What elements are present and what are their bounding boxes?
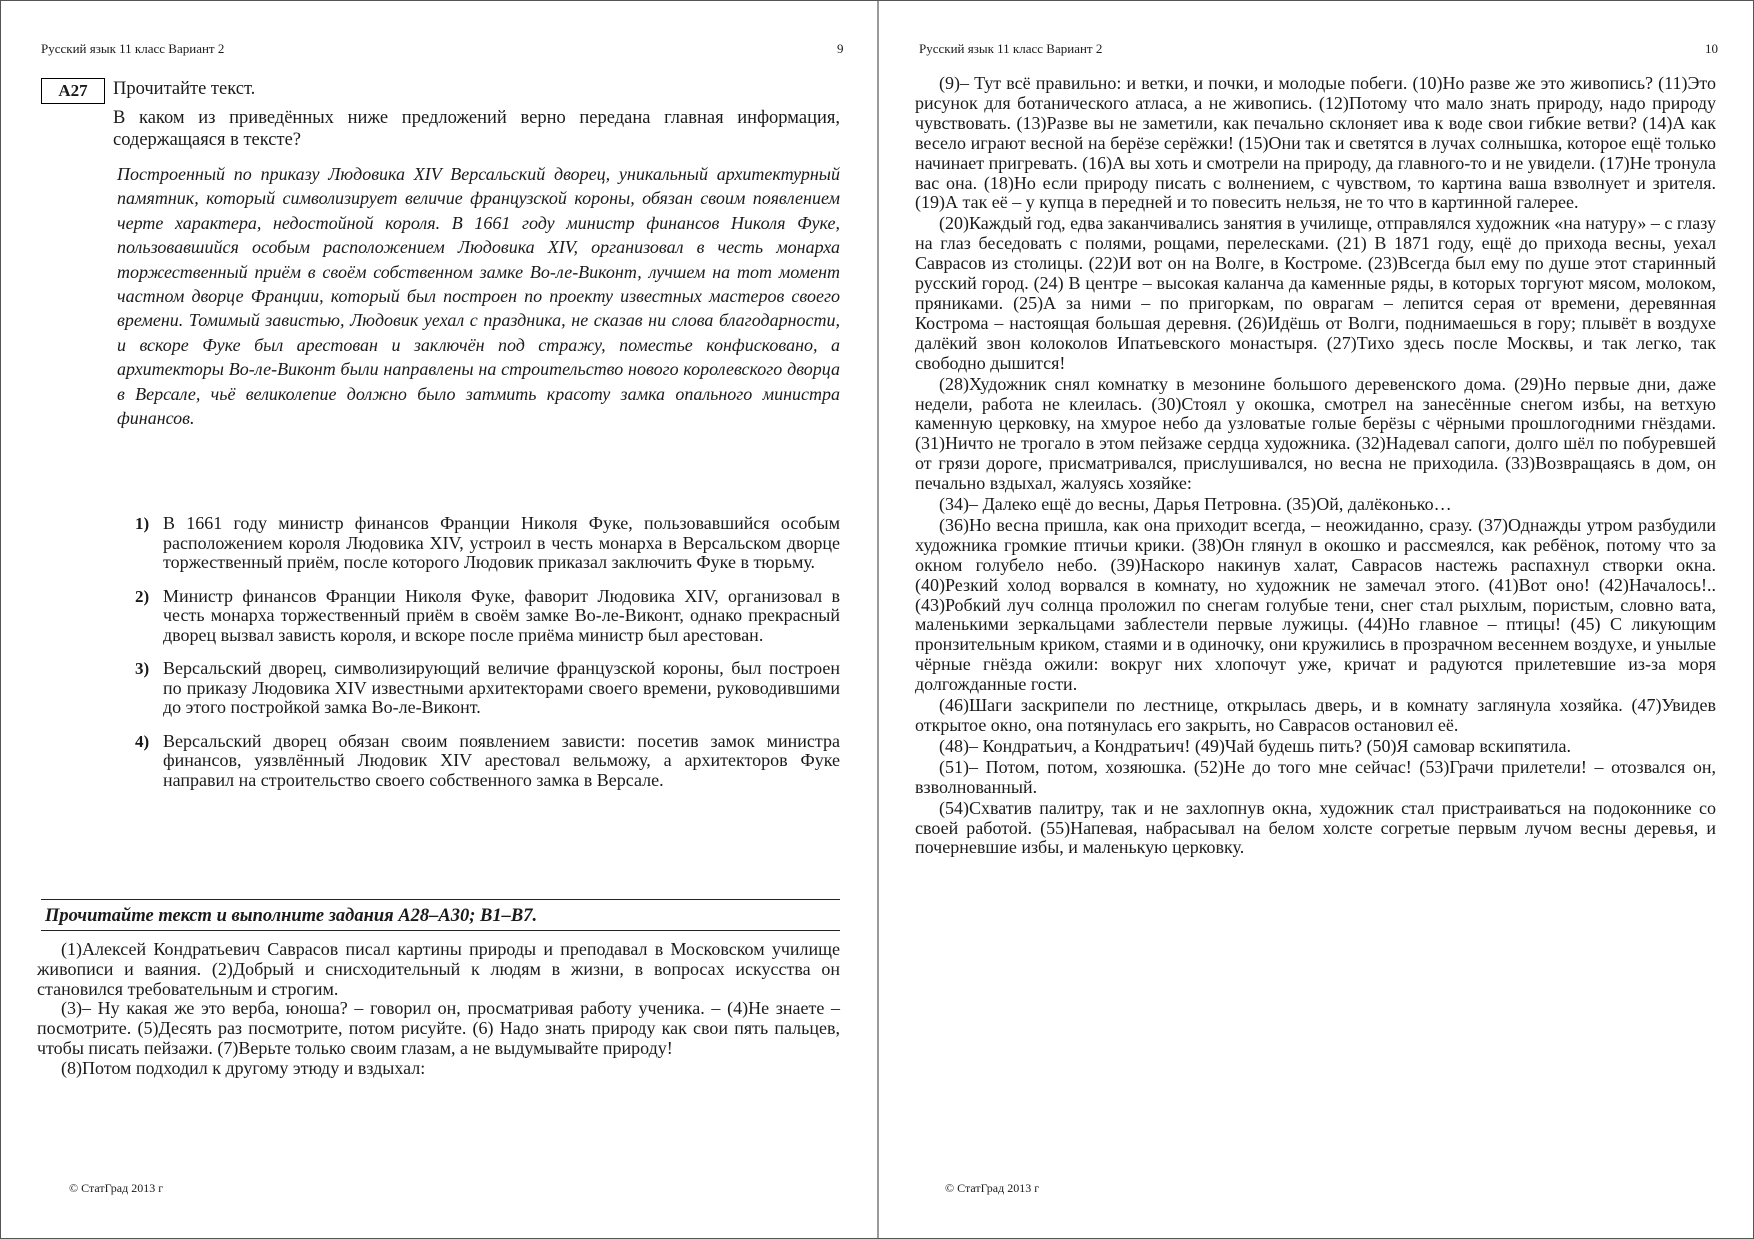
story-paragraph: (34)– Далеко ещё до весны, Дарья Петровна. (35)Ой, далёконько… — [939, 494, 1452, 515]
answer-option — [135, 732, 840, 791]
left-page — [1, 1, 877, 1238]
right-page — [879, 1, 1753, 1238]
page-footer: © СтатГрад 2013 г — [945, 1181, 1040, 1195]
story-paragraph: (51)– Потом, потом, хозяюшка. (52)Не до того мне сейчас! (53)Грачи прилетели! – отозвался он, взволнованный. — [915, 756, 1716, 797]
page-number: 9 — [837, 41, 844, 56]
section-rule — [41, 899, 840, 900]
page-header: Русский язык 11 класс Вариант 2 — [919, 41, 1103, 56]
option-number: 3) — [135, 659, 150, 678]
option-number: 2) — [135, 586, 150, 606]
story-paragraph: (9)– Тут всё правильно: и ветки, и почки, и молодые побеги. (10)Но разве же это живопись? (11)Это рисунок для ботанического атласа, а не живопись. (12)Потому что мало знать природу, надо природу чувствовать. (13)Разве вы не заметили, как печально склоняет ива к воде свои гибкие ветви? (14)А как весело играют весной на берёзе серёжки! (15)Они так и светятся в лучах солнышка, которое ещё только начинает пригревать. (16)А вы хоть и смотрели на природу, да главного-то и не увидели. (17)Не тронула вас она. (18)Но если природу писать с волнением, с чувством, то картина ваша взволнует и зрителя. (19)А так её – у купца в передней и то повесить нельзя, не то что в картинной галерее. — [915, 73, 1716, 213]
task-question: В каком из приведённых ниже предложений верно передана главная информация, содержащаяся в тексте? — [113, 108, 840, 150]
option-text: Версальский дворец, символизирующий величие французской короны, был построен по приказу Людовика XIV известными архитекторами своего времени, руководившими до этого постройкой замка Во-ле-Виконт. — [163, 658, 840, 717]
answer-option — [135, 587, 840, 646]
answer-option — [135, 659, 840, 718]
story-paragraph: (28)Художник снял комнатку в мезонине большого деревенского дома. (29)Но первые дни, даже недели, работа не клеилась. (30)Стоял у окошка, смотрел на занесённые снегом избы, на ветхую каменную церковку, на хмурое небо да узловатые голые берёзы с чёрными прошлогодними гнёздами. (31)Ничто не трогало в этом пейзаже сердца художника. (32)Надевал сапоги, долго шёл по побуревшей от грязи дороге, присматривался, прислушивался, но весна не приходила. (33)Возвращаясь в дом, он печально вздыхал, жалуясь хозяйке: — [915, 373, 1716, 494]
task-label: А27 — [41, 78, 105, 104]
option-number: 1) — [135, 514, 150, 533]
section-rule — [41, 930, 840, 931]
story-paragraph: (48)– Кондратьич, а Кондратьич! (49)Чай будешь пить? (50)Я самовар вскипятила. — [939, 735, 1572, 756]
task-text: Построенный по приказу Людовика XIV Версальский дворец, уникальный архитектурный памятник, который символизирует величие французской короны, обязан своим появлением черте характера, недостойной короля. В 1661 году министр финансов Николя Фуке, пользовавшийся особым расположением Людовика XIV, организовал в честь монарха торжественный приём в своём собственном замке Во-ле-Виконт, лучшем на тот момент частном дворце Франции, который был построен по проекту известных мастеров своего времени. Томимый завистью, Людовик уехал с праздника, не сказав ни слова благодарности, и вскоре Фуке был арестован и заключён под стражу, поместье конфисковано, а архитекторы Во-ле-Виконт были направлены на строительство нового королевского дворца в Версале, чьё великолепие должно было затмить красоту замка опального министра финансов. — [117, 164, 840, 429]
story-paragraph: (20)Каждый год, едва заканчивались занятия в училище, отправлялся художник «на натуру» – с глазу на глаз беседовать с полями, рощами, перелесками. (21) В 1871 году, ещё до прихода весны, уехал Саврасов из столицы. (22)И вот он на Волге, в Костроме. (23)Всегда был ему по душе этот старинный русский город. (24) В центре – высокая каланча да каменные ряды, в которых торгуют мясом, молоком, пряниками. (25)А за ними – по пригоркам, по оврагам – лепится серая от времени, деревянная Кострома – настоящая большая деревня. (26)Идёшь от Волги, поднимаешься в гору; плывёт в воздухе далёкий звон колоколов Ипатьевского монастыря. (27)Тихо здесь после Москвы, и так легко, так свободно дышится! — [915, 213, 1716, 373]
option-text: Версальский дворец обязан своим появлением зависти: посетив замок министра финансов, уязвлённый Людовик XIV арестовал вельможу, а архитекторов Фуке направил на строительство своего собственного замка в Версале. — [163, 730, 840, 790]
option-number: 4) — [135, 731, 150, 751]
story-paragraph: (8)Потом подходил к другому этюду и вздыхал: — [61, 1057, 426, 1078]
page-header: Русский язык 11 класс Вариант 2 — [41, 41, 225, 56]
story-paragraph: (36)Но весна пришла, как она приходит всегда, – неожиданно, сразу. (37)Однажды утром разбудили художника громкие птичьи крики. (38)Он глянул в окошко и рассмеялся, как ребёнок, потому что за окном голубело небо. (39)Наскоро накинув халат, Саврасов настежь распахнул створки окна. (40)Резкий холод ворвался в комнату, но художник не замечал этого. (41)Вот оно! (42)Началось!.. (43)Робкий луч солнца проложил по снегам голубые тени, снег стал рыхлым, пористым, словно вата, маленькими зеркальцами заблестели первые лужицы. (44)Но главное – птицы! (45) С ликующим пронзительным криком, стаями и в одиночку, они кружились в прозрачном весеннем воздухе, и унылые чёрные гнёзда ожили: вокруг них хлопочут уже, кричат и радуются прилетевшие из-за моря долгожданные гости. — [915, 514, 1716, 695]
task-title: Прочитайте текст. — [113, 79, 256, 99]
answer-option — [135, 514, 840, 573]
story-text — [915, 74, 1716, 858]
story-paragraph: (3)– Ну какая же это верба, юноша? – говорил он, просматривая работу ученика. – (4)Не знаете – посмотрите. (5)Десять раз посмотрите, потом рисуйте. (6) Надо знать природу как свои пять пальцев, чтобы писать пейзажи. (7)Верьте только своим глазам, а не выдумывайте природу! — [37, 998, 840, 1058]
option-text: Министр финансов Франции Николя Фуке, фаворит Людовика XIV, организовал в честь монарха торжественный приём в своём замке Во-ле-Виконт, однако прекрасный дворец вызвал зависть короля, и вскоре после приёма министр был арестован. — [163, 585, 840, 645]
option-text: В 1661 году министр финансов Франции Николя Фуке, пользовавшийся особым расположением короля Людовика XIV, устроил в честь монарха в Версальском дворце торжественный приём, после которого Людовик приказал заключить Фуке в тюрьму. — [163, 513, 840, 572]
page-footer: © СтатГрад 2013 г — [69, 1181, 164, 1195]
answer-options — [135, 514, 840, 804]
story-paragraph: (46)Шаги заскрипели по лестнице, открылась дверь, и в комнату заглянула хозяйка. (47)Увидев открытое окно, она потянулась его закрыть, но Саврасов остановил её. — [915, 695, 1716, 735]
story-text — [37, 940, 840, 1079]
page-number: 10 — [1705, 41, 1718, 56]
story-paragraph: (54)Схватив палитру, так и не захлопнув окна, художник стал пристраиваться на подоконнике со своей работой. (55)Напевая, набрасывал на белом холсте согретые первым лучом весны деревья, и почерневшие избы, и маленькую церковку. — [915, 797, 1716, 858]
section-title: Прочитайте текст и выполните задания А28–А30; В1–В7. — [45, 906, 538, 926]
story-paragraph: (1)Алексей Кондратьевич Саврасов писал картины природы и преподавал в Московском училище живописи и ваяния. (2)Добрый и снисходительный к людям в жизни, в вопросах искусства он становился требовательным и строгим. — [37, 939, 840, 999]
